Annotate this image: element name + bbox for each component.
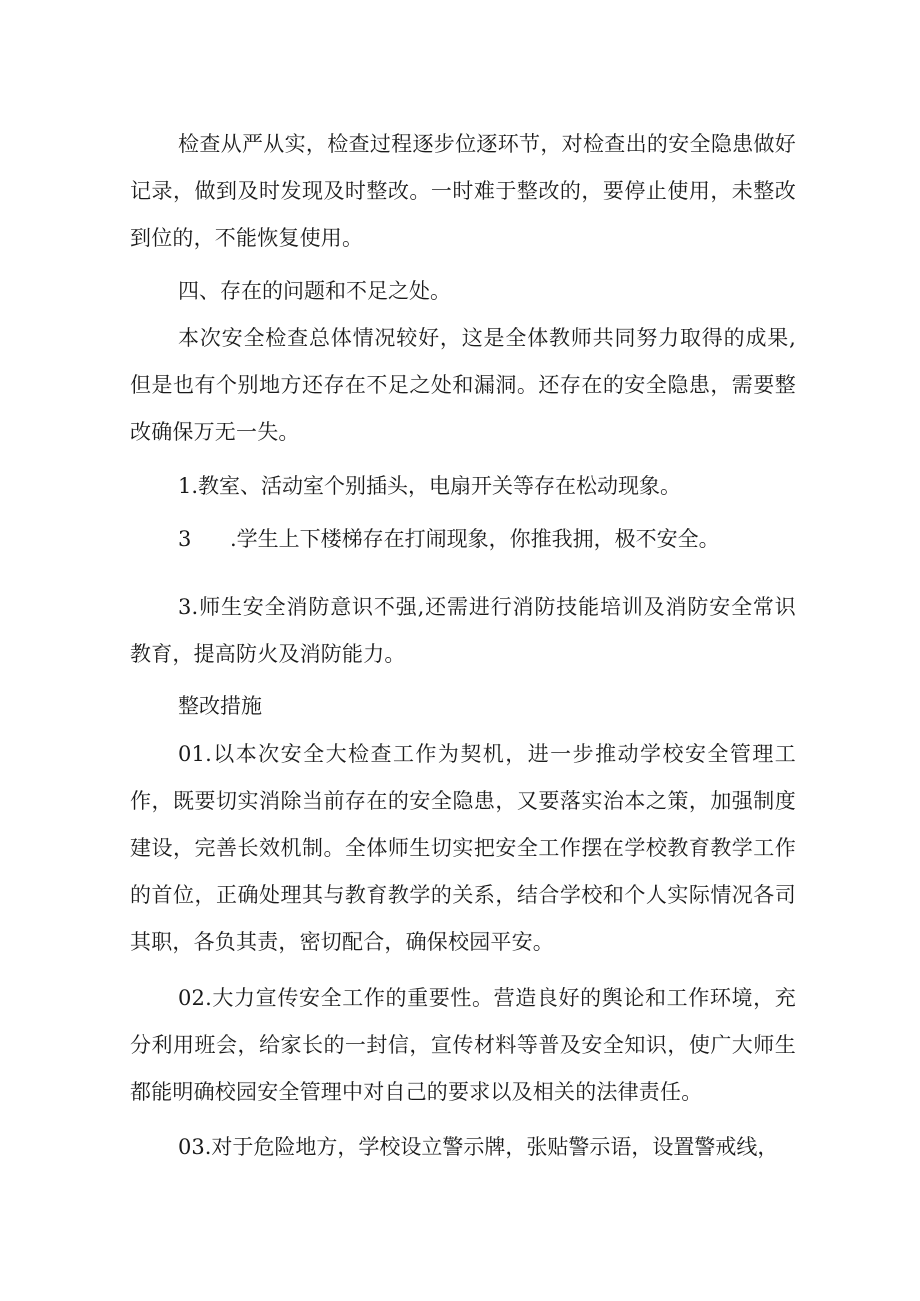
paragraph-inspection-process: 检查从严从实，检查过程逐步位逐环节，对检查出的安全隐患做好记录，做到及时发现及时整改。一时难于整改的，要停止使用，未整改到位的，不能恢复使用。 [130, 132, 796, 250]
list-item-text: .学生上下楼梯存在打闹现象，你推我拥，极不安全。 [230, 527, 720, 551]
paragraph-overall-situation: 本次安全检查总体情况较好，这是全体教师共同努力取得的成果,但是也有个别地方还存在不足之处和漏洞。还存在的安全隐患，需要整改确保万无一失。 [130, 326, 796, 444]
list-item-number: 3 [178, 527, 192, 551]
measure-item-3: 03.对于危险地方，学校设立警示牌，张贴警示语，设置警戒线， [178, 1135, 779, 1159]
section-heading-measures: 整改措施 [178, 694, 262, 718]
section-heading-problems: 四、存在的问题和不足之处。 [178, 279, 451, 303]
list-item-sockets: 1.教室、活动室个别插头，电扇开关等存在松动现象。 [178, 474, 682, 498]
measure-item-1: 01.以本次安全大检查工作为契机，进一步推动学校安全管理工作，既要切实消除当前存在的安全隐患，又要落实治本之策，加强制度建设，完善长效机制。全体师生切实把安全工作摆在学校教育教学工作的首位，正确处理其与教育教学的关系，结合学校和个人实际情况各司其职，各负其责，密切配合，确保校园平安。 [130, 742, 796, 954]
measure-item-2: 02.大力宣传安全工作的重要性。营造良好的舆论和工作环境，充分利用班会，给家长的一封信，宣传材料等普及安全知识，使广大师生都能明确校园安全管理中对自己的要求以及相关的法律责任。 [130, 986, 796, 1104]
list-item-stairs [178, 516, 720, 563]
list-item-fire-awareness: 3.师生安全消防意识不强,还需进行消防技能培训及消防安全常识教育，提高防火及消防能力。 [130, 595, 796, 666]
